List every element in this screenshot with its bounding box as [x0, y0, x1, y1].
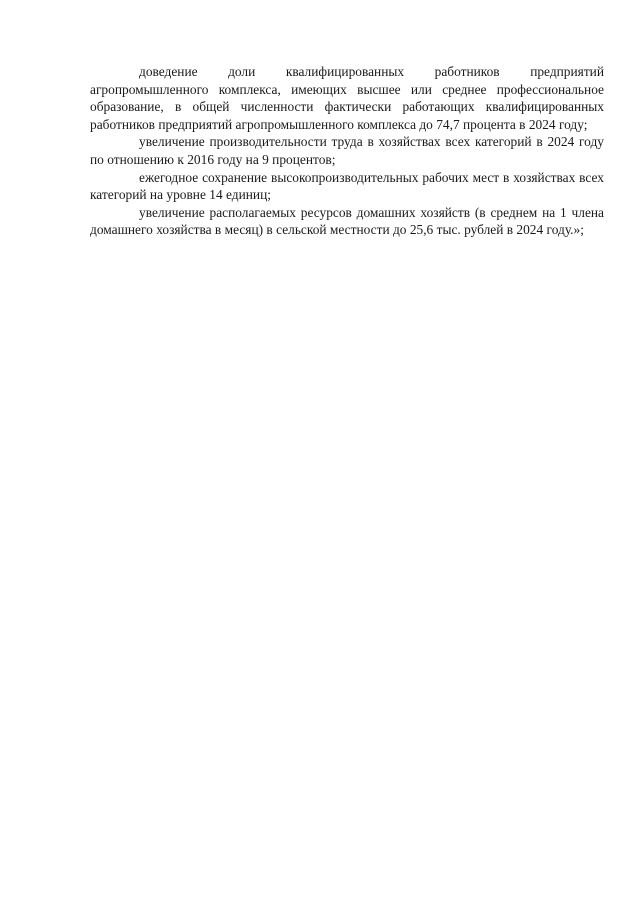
- paragraph-household-resources: увеличение располагаемых ресурсов домашних хозяйств (в среднем на 1 члена домашнего хозяйства в месяц) в сельской местности до 25,6 тыс. рублей в 2024 году.»;: [90, 204, 604, 238]
- paragraph-labor-productivity: увеличение производительности труда в хозяйствах всех категорий в 2024 году по отношению к 2016 году на 9 процентов;: [90, 134, 604, 167]
- paragraph-high-productivity-jobs: ежегодное сохранение высокопроизводительных рабочих мест в хозяйствах всех категорий на уровне 14 единиц;: [90, 169, 604, 203]
- document-body: [90, 63, 604, 239]
- paragraph-qualified-workers-share: доведение доли квалифицированных работников предприятий агропромышленного комплекса, имеющих высшее или среднее профессиональное образование, в общей численности фактически работающих квалифицированных работников предприятий агропромышленного комплекса до 74,7 процента в 2024 году;: [90, 64, 604, 132]
